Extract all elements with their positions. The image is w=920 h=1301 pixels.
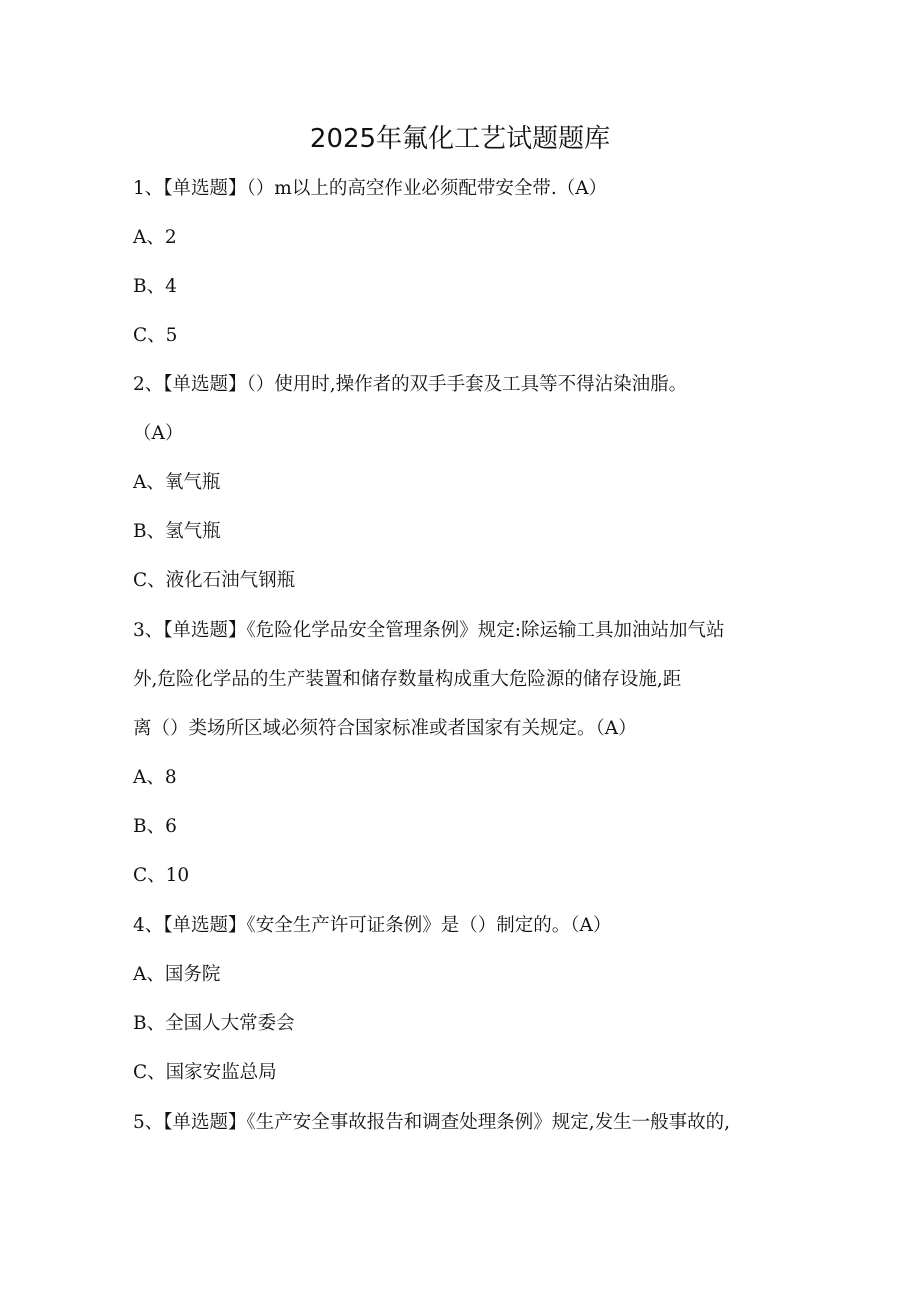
question-3-option-b: B、6: [133, 816, 177, 837]
question-3-text-line-3: 离（）类场所区域必须符合国家标准或者国家有关规定。（A）: [133, 718, 637, 739]
question-3-option-c: C、10: [133, 865, 190, 886]
question-2-option-b: B、氢气瓶: [133, 521, 221, 542]
question-2-text: 2、【单选题】（）使用时,操作者的双手手套及工具等不得沾染油脂。: [133, 374, 688, 395]
question-2-option-c: C、液化石油气钢瓶: [133, 570, 296, 591]
question-3-text-line-2: 外,危险化学品的生产装置和储存数量构成重大危险源的储存设施,距: [133, 669, 682, 690]
question-1-text: 1、【单选题】（）m以上的高空作业必须配带安全带.（A）: [133, 178, 608, 199]
question-4-option-c: C、国家安监总局: [133, 1062, 277, 1083]
question-3-text-line-1: 3、【单选题】《危险化学品安全管理条例》规定:除运输工具加油站加气站: [133, 620, 725, 641]
question-5-text: 5、【单选题】《生产安全事故报告和调查处理条例》规定,发生一般事故的,: [133, 1112, 731, 1133]
question-4-text: 4、【单选题】《安全生产许可证条例》是（）制定的。（A）: [133, 915, 612, 936]
question-4-option-b: B、全国人大常委会: [133, 1013, 295, 1034]
question-1-option-c: C、5: [133, 325, 178, 346]
page-title: 2025年氟化工艺试题题库: [309, 124, 611, 154]
question-1-option-b: B、4: [133, 276, 177, 297]
question-4-option-a: A、国务院: [133, 964, 221, 985]
question-1-option-a: A、2: [133, 227, 177, 248]
question-3-option-a: A、8: [133, 767, 177, 788]
question-2-option-a: A、氧气瓶: [133, 472, 221, 493]
question-2-answer: （A）: [133, 423, 184, 444]
